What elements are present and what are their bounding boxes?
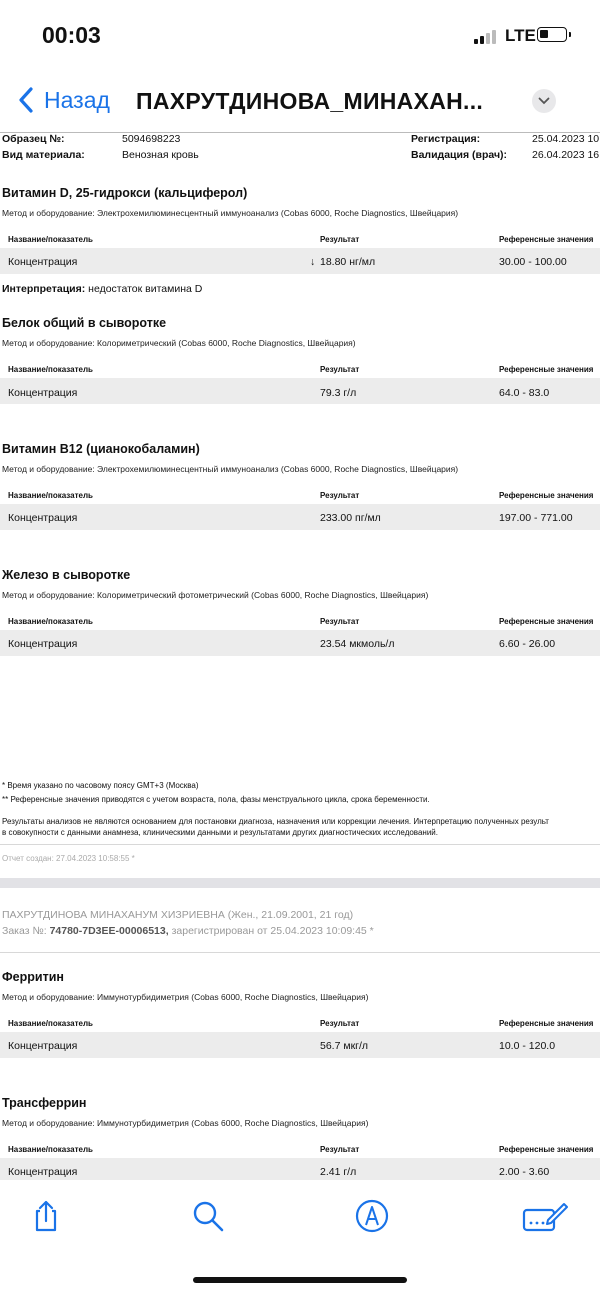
reference-value: 64.0 - 83.0 [499,387,550,399]
registration-label: Регистрация: [411,133,481,145]
result-value: 233.00 пг/мл [320,512,381,524]
header-reference: Референсные значения [499,365,594,374]
material-label: Вид материала: [2,149,85,161]
header-result: Результат [320,491,360,500]
report-created: Отчет создан: 27.04.2023 10:58:55 * [2,854,135,863]
header-reference: Референсные значения [499,1145,594,1154]
disclaimer-line-2: в совокупности с данными анамнеза, клиническими данными и результатами других диагностических исследований. [2,828,438,837]
validation-value: 26.04.2023 16 [532,149,600,161]
bottom-toolbar [0,1180,600,1297]
signal-icon [474,28,500,44]
low-flag-icon: ↓ [310,256,316,268]
search-icon[interactable] [190,1198,226,1234]
patient-info: ПАХРУТДИНОВА МИНАХАНУМ ХИЗРИЕВНА (Жен., 21.09.2001, 21 год) [2,909,354,921]
header-reference: Референсные значения [499,1019,594,1028]
header-name: Название/показатель [8,235,93,244]
interpretation-value: недостаток витамина D [85,283,203,295]
chevron-left-icon [18,86,34,114]
test-method: Метод и оборудование: Колориметрический (Cobas 6000, Roche Diagnostics, Швейцария) [2,338,356,348]
test-title: Витамин D, 25-гидрокси (кальциферол) [2,186,248,200]
footnote-timezone: * Время указано по часовому поясу GMT+3 (Москва) [2,781,199,790]
reference-value: 30.00 - 100.00 [499,256,567,268]
result-value: 23.54 мкмоль/л [320,638,395,650]
page-break [0,878,600,888]
header-result: Результат [320,617,360,626]
status-time: 00:03 [42,22,101,48]
result-value: 18.80 нг/мл [320,256,376,268]
param-name: Концентрация [8,1166,78,1178]
param-name: Концентрация [8,387,78,399]
param-name: Концентрация [8,1040,78,1052]
status-bar [0,0,600,70]
order-prefix: Заказ №: [2,925,50,937]
header-name: Название/показатель [8,365,93,374]
param-name: Концентрация [8,512,78,524]
header-reference: Референсные значения [499,491,594,500]
result-value: 56.7 мкг/л [320,1040,369,1052]
material-value: Венозная кровь [122,149,199,161]
reference-value: 2.00 - 3.60 [499,1166,550,1178]
markup-icon[interactable] [354,1198,390,1234]
divider [0,844,600,845]
footnote-reference: ** Референсные значения приводятся с учетом возраста, пола, фазы менструального цикла, срока беременности. [2,795,430,804]
test-method: Метод и оборудование: Иммунотурбидиметрия (Cobas 6000, Roche Diagnostics, Швейцария) [2,992,369,1002]
test-title: Витамин B12 (цианокобаламин) [2,442,200,456]
test-method: Метод и оборудование: Колориметрический фотометрический (Cobas 6000, Roche Diagnostics, Швейцария) [2,590,429,600]
disclaimer-line-1: Результаты анализов не являются основанием для постановки диагноза, назначения или коррекции лечения. Интерпретацию полученных результ [2,817,549,826]
document-title: ПАХРУТДИНОВА_МИНАХАН... [136,88,484,114]
chevron-down-icon [538,97,550,105]
registration-value: 25.04.2023 10 [532,133,600,145]
test-title: Трансферрин [2,1096,87,1110]
header-name: Название/показатель [8,491,93,500]
header-name: Название/показатель [8,617,93,626]
test-title: Железо в сыворотке [2,568,131,582]
header-result: Результат [320,1145,360,1154]
order-suffix: зарегистрирован от 25.04.2023 10:09:45 * [168,925,374,937]
interpretation [2,283,202,295]
battery-icon [537,27,567,42]
divider [0,952,600,953]
param-name: Концентрация [8,256,78,268]
header-reference: Референсные значения [499,617,594,626]
header-name: Название/показатель [8,1019,93,1028]
sample-value: 5094698223 [122,133,181,145]
test-title: Ферритин [2,970,64,984]
order-number: 74780-7D3EE-00006513, [49,925,169,937]
test-method: Метод и оборудование: Электрохемилюминесцентный иммуноанализ (Cobas 6000, Roche Diagnostics, Швейцария) [2,208,459,218]
validation-label: Валидация (врач): [411,149,508,161]
param-name: Концентрация [8,638,78,650]
back-button[interactable] [18,86,110,114]
reference-value: 6.60 - 26.00 [499,638,556,650]
header-name: Название/показатель [8,1145,93,1154]
sample-label: Образец №: [2,133,65,145]
network-label: LTE [505,26,536,45]
reference-value: 10.0 - 120.0 [499,1040,556,1052]
result-value: 2.41 г/л [320,1166,357,1178]
document-view[interactable] [0,130,600,1180]
edit-icon[interactable] [522,1198,568,1234]
header-result: Результат [320,1019,360,1028]
home-indicator[interactable] [193,1277,407,1283]
test-title: Белок общий в сыворотке [2,316,167,330]
result-value: 79.3 г/л [320,387,357,399]
navigation-bar [0,78,600,128]
interpretation-label: Интерпретация: [2,283,86,295]
header-result: Результат [320,365,360,374]
reference-value: 197.00 - 771.00 [499,512,573,524]
test-method: Метод и оборудование: Иммунотурбидиметрия (Cobas 6000, Roche Diagnostics, Швейцария) [2,1118,369,1128]
header-result: Результат [320,235,360,244]
order-info [2,925,374,937]
share-icon[interactable] [28,1198,64,1234]
battery-tip [569,32,571,37]
back-label: Назад [44,86,110,113]
header-reference: Референсные значения [499,235,594,244]
title-menu-button[interactable] [532,89,556,113]
test-method: Метод и оборудование: Электрохемилюминесцентный иммуноанализ (Cobas 6000, Roche Diagnostics, Швейцария) [2,464,459,474]
page-divider [0,132,600,133]
